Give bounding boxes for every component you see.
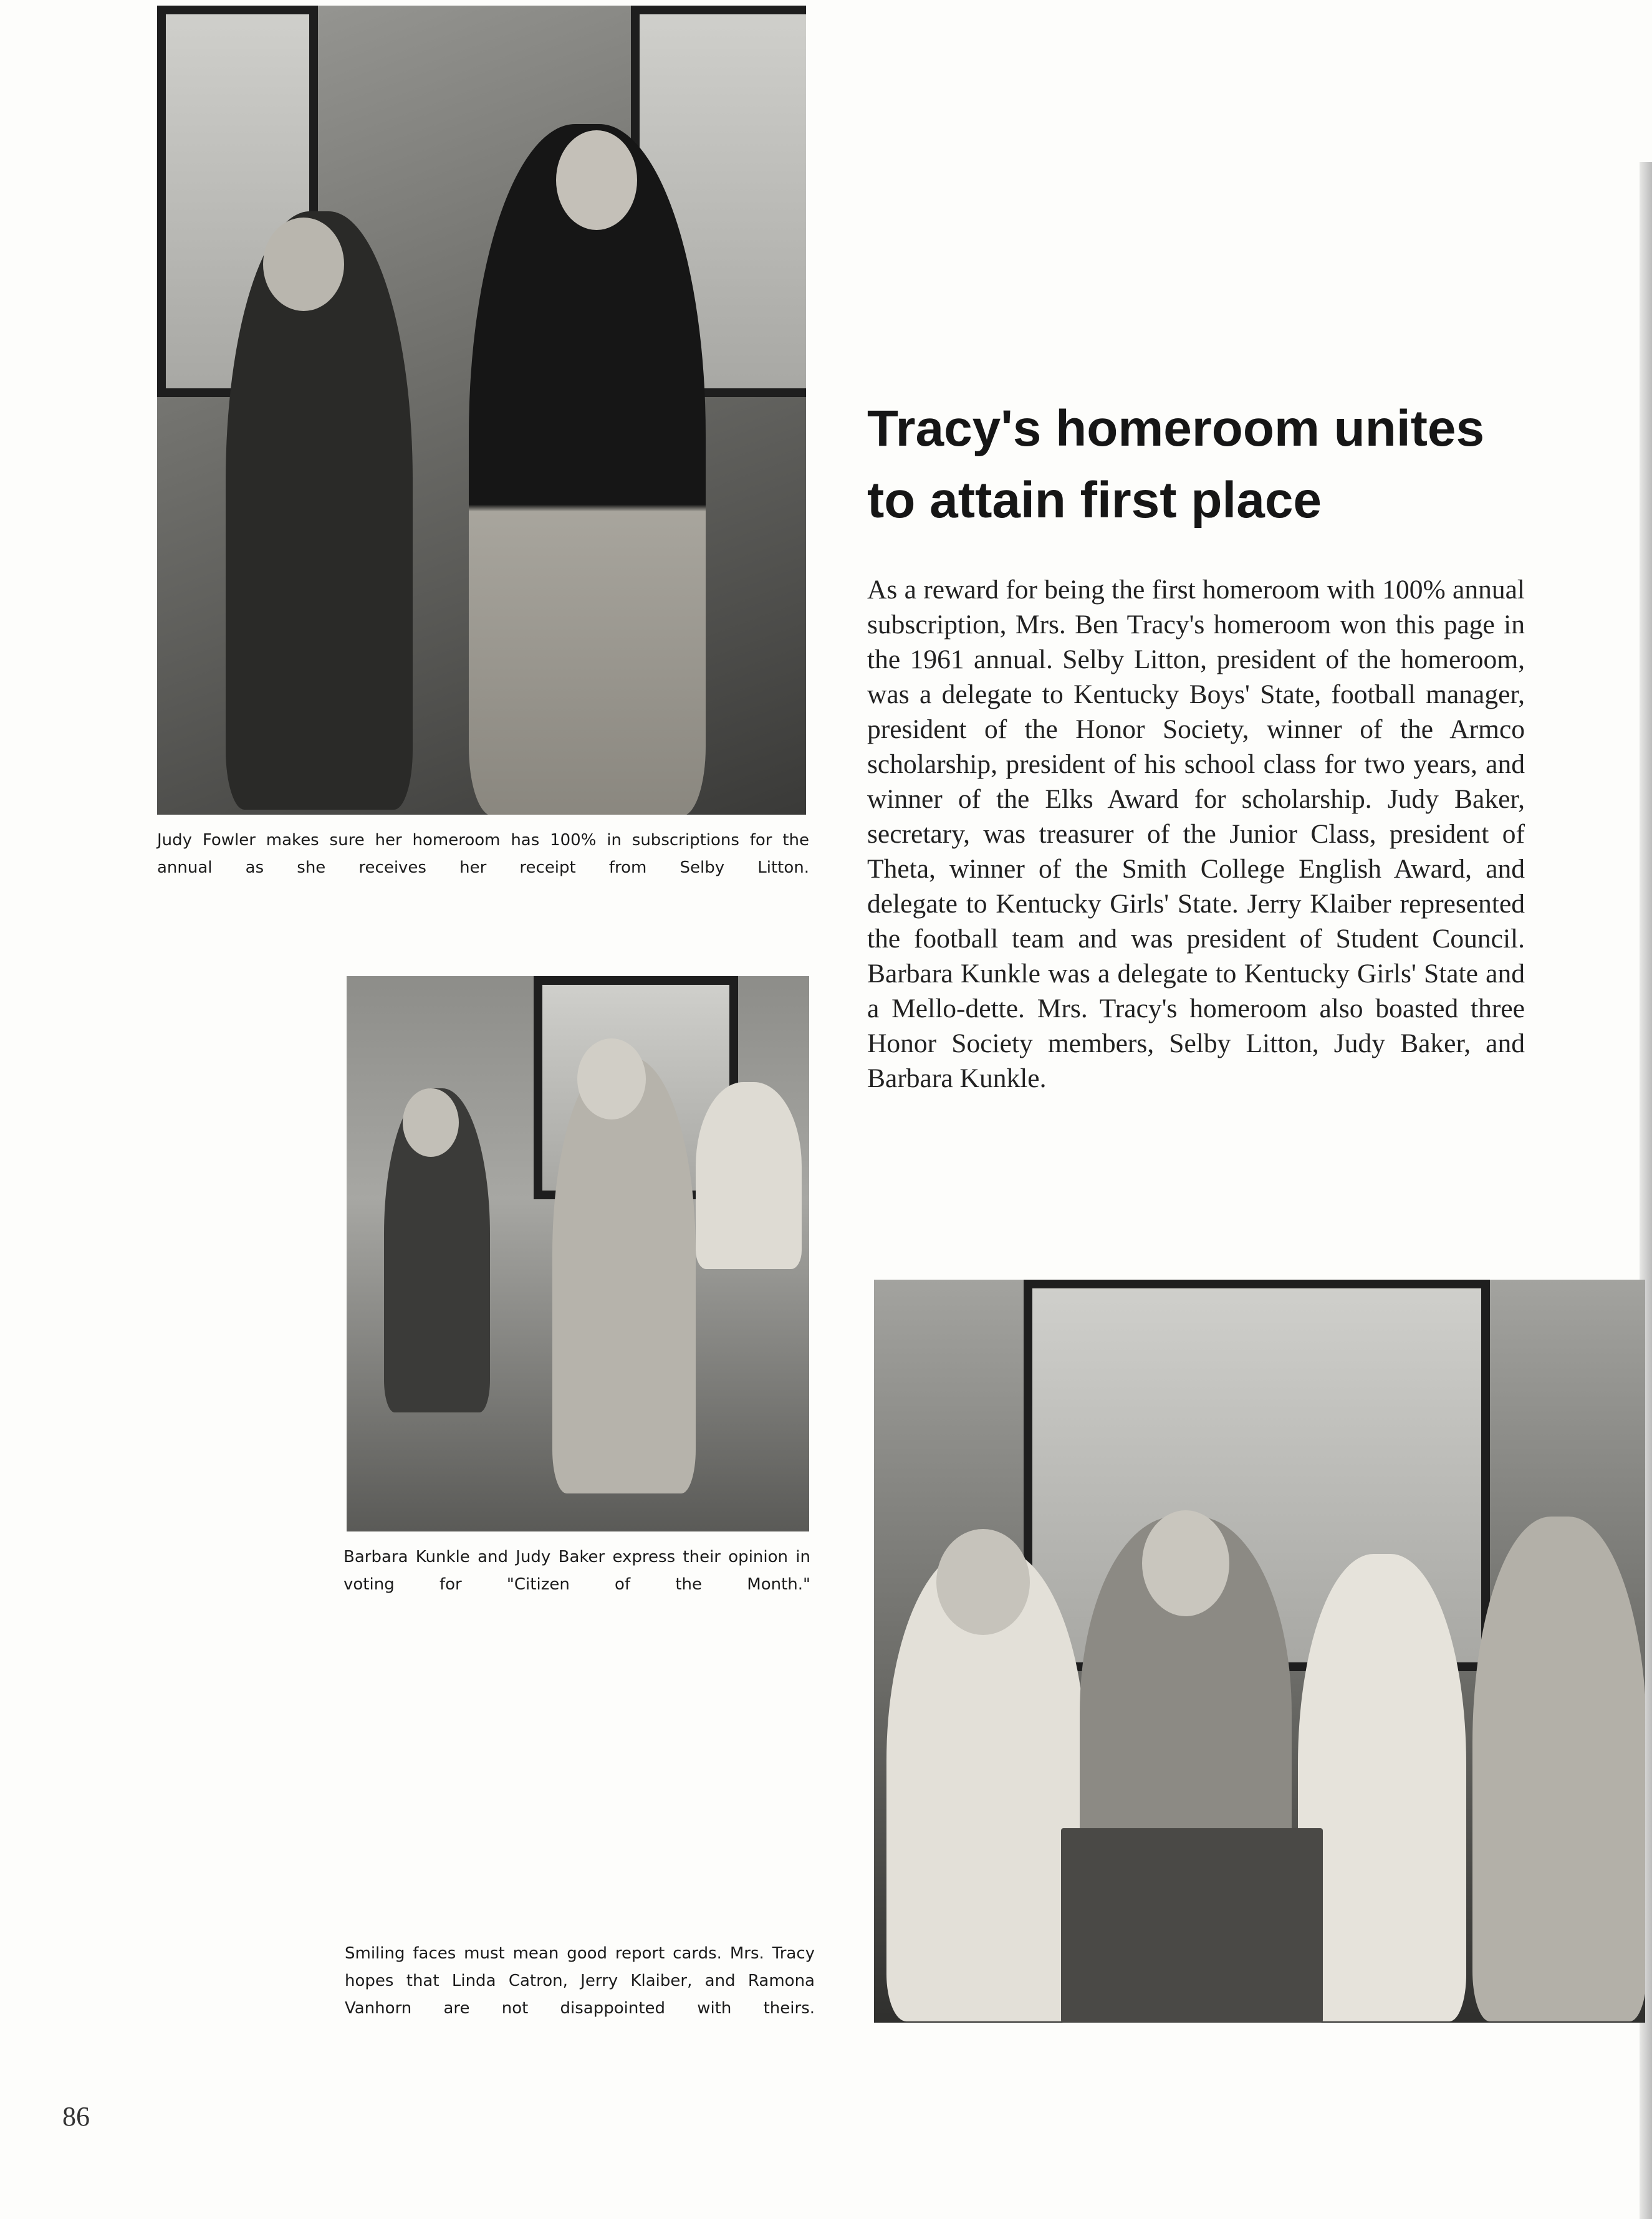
headline-line2: to attain first place [867,472,1322,529]
figure-student-head [1142,1510,1229,1616]
figure-girl-head [263,218,344,311]
figure-student-head [577,1038,646,1119]
headline [867,393,1603,536]
figure-student [1298,1554,1466,2021]
figure-teacher [1472,1517,1645,2021]
figure-student [552,1057,696,1493]
page-number: 86 [62,2101,90,2132]
photo-subscription-receipt [157,6,806,815]
caption-photo2: Barbara Kunkle and Judy Baker express their opinion in voting for "Citizen of the Month." [343,1548,810,1594]
caption-photo1: Judy Fowler makes sure her homeroom has 100% in subscriptions for the annual as she receives her receipt from Selby Litton. [157,831,809,877]
figure-student-head [403,1088,459,1157]
photo-voting-classroom [347,976,809,1531]
photo-report-cards [874,1280,1645,2023]
figure-student [696,1082,802,1269]
stack-of-cards [1061,1828,1323,2023]
figure-boy-head [556,130,637,230]
article-body: As a reward for being the first homeroom with 100% annual subscription, Mrs. Ben Tracy's homeroom won this page in the 1961 annual. Selby Litton, president of the homeroom, was a delegate to Kentucky Boys' State, football manager, president of the Honor Society, winner of the Armco scholarship, president of his school class for two years, and winner of the Elks Award for scholarship. Judy Baker, secretary, was treasurer of the Junior Class, president of Theta, winner of the Smith College English Award, and delegate to Kentucky Girls' State. Jerry Klaiber represented the football team and was president of Student Council. Barbara Kunkle was a delegate to Kentucky Girls' State and a Mello-dette. Mrs. Tracy's homeroom also boasted three Honor Society members, Selby Litton, Judy Baker, and Barbara Kunkle. [867,575,1525,1093]
caption-photo3: Smiling faces must mean good report cards. Mrs. Tracy hopes that Linda Catron, Jerry Klaiber, and Ramona Vanhorn are not disappointed with theirs. [345,1944,815,2018]
figure-student-head [936,1529,1030,1635]
headline-line1: Tracy's homeroom unites [867,400,1485,457]
